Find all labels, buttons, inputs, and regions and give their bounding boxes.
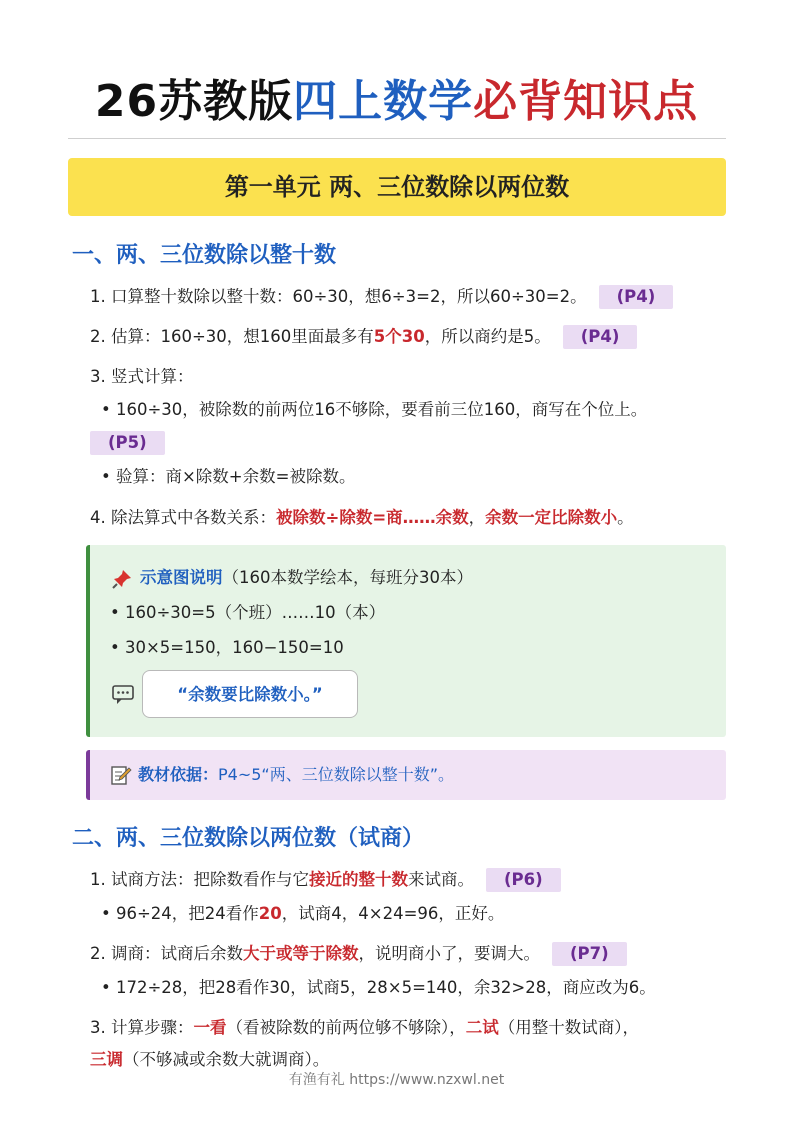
chat-bubble-icon xyxy=(112,685,134,705)
s2-item-3-pre: 3. 计算步骤： xyxy=(90,1018,194,1037)
s2-item-2 xyxy=(90,941,627,967)
s2-item-3-post: （不够减或余数大就调商）。 xyxy=(123,1050,330,1069)
s1-bullet-2: • 验算：商×除数+余数=被除数。 xyxy=(101,467,356,486)
diagram-header xyxy=(140,565,473,591)
footer-watermark: 有渔有礼 https://www.nzxwl.net xyxy=(288,1072,505,1088)
s2-item-1 xyxy=(90,867,561,893)
s1-item-1 xyxy=(90,284,673,310)
s2-item-3-mid-2: （用整十数试商）， xyxy=(498,1018,639,1037)
s2-item-3-highlight-1: 一看 xyxy=(193,1018,227,1037)
s1-item-2-pre: 2. 估算：160÷30，想160里面最多有 xyxy=(90,327,374,346)
diagram-line-2: • 30×5=150，160−150=10 xyxy=(110,638,344,657)
section-title-1: 一、两、三位数除以整十数 xyxy=(72,243,337,268)
title-divider xyxy=(68,138,726,139)
s1-item-2-post: ，所以商约是5。 xyxy=(424,327,551,346)
note-box xyxy=(86,750,726,800)
s1-bullet-1-ref xyxy=(90,430,165,456)
s1-item-4-pre: 4. 除法算式中各数关系： xyxy=(90,508,276,527)
title-part-subject: 四上数学 xyxy=(293,76,474,127)
s2-bullet-1-highlight: 20 xyxy=(258,904,282,923)
memo-icon xyxy=(110,764,132,786)
s2-bullet-1 xyxy=(101,901,504,927)
page-ref-badge: (P5) xyxy=(90,431,165,455)
s1-bullet-1: • 160÷30，被除数的前两位16不够除，要看前三位160，商写在个位上。 xyxy=(101,400,648,419)
s1-item-4-mid: ， xyxy=(468,508,486,527)
s2-item-3-line-1 xyxy=(90,1015,639,1041)
note-content xyxy=(138,762,454,788)
page-ref-badge: (P4) xyxy=(599,285,674,309)
page-title xyxy=(0,70,793,134)
s2-bullet-1-post: ，试商4，4×24=96，正好。 xyxy=(281,904,505,923)
s2-bullet-1-pre: • 96÷24，把24看作 xyxy=(101,904,259,923)
s1-item-4-highlight-2: 余数一定比除数小 xyxy=(485,508,618,527)
section-title-2: 二、两、三位数除以两位数（试商） xyxy=(72,826,425,851)
title-part-grade: 26苏教版 xyxy=(94,76,294,127)
diagram-subtitle: （160本数学绘本，每班分30本） xyxy=(222,568,473,587)
diagram-box xyxy=(86,545,726,737)
unit-banner: 第一单元 两、三位数除以两位数 xyxy=(68,158,726,216)
note-text: P4~5“两、三位数除以整十数”。 xyxy=(218,765,455,784)
page-ref-badge: (P7) xyxy=(552,942,627,966)
pin-icon xyxy=(112,569,132,589)
s2-bullet-2: • 172÷28，把28看作30，试商5，28×5=140，余32>28，商应改为6。 xyxy=(101,978,656,997)
s1-item-4-highlight-1: 被除数÷除数=商……余数 xyxy=(276,508,469,527)
title-part-topic: 必背知识点 xyxy=(473,76,699,127)
s1-item-4-post: 。 xyxy=(617,508,634,527)
s2-item-3-mid-1: （看被除数的前两位够不够除）， xyxy=(226,1018,466,1037)
diagram-title: 示意图说明 xyxy=(140,568,223,587)
s2-item-1-highlight: 接近的整十数 xyxy=(309,870,408,889)
s2-item-1-post: 来试商。 xyxy=(408,870,474,889)
s2-item-3-highlight-3: 三调 xyxy=(90,1050,123,1069)
s1-item-3: 3. 竖式计算： xyxy=(90,367,194,386)
s1-item-2-highlight: 5个30 xyxy=(373,327,425,346)
page-ref-badge: (P6) xyxy=(486,868,561,892)
s1-item-1-text: 1. 口算整十数除以整十数：60÷30，想6÷3=2，所以60÷30=2。 xyxy=(90,287,587,306)
s1-item-2 xyxy=(90,324,637,350)
s2-item-1-pre: 1. 试商方法：把除数看作与它 xyxy=(90,870,309,889)
s2-item-2-highlight: 大于或等于除数 xyxy=(243,944,359,963)
diagram-line-1: • 160÷30=5（个班）……10（本） xyxy=(110,603,386,622)
s2-item-2-pre: 2. 调商：试商后余数 xyxy=(90,944,243,963)
quote-bubble: “余数要比除数小。” xyxy=(142,670,358,718)
note-label: 教材依据： xyxy=(138,765,219,784)
page-ref-badge: (P4) xyxy=(563,325,638,349)
s2-item-2-post: ，说明商小了，要调大。 xyxy=(358,944,540,963)
s2-item-3-highlight-2: 二试 xyxy=(465,1018,499,1037)
s1-item-4 xyxy=(90,505,634,531)
